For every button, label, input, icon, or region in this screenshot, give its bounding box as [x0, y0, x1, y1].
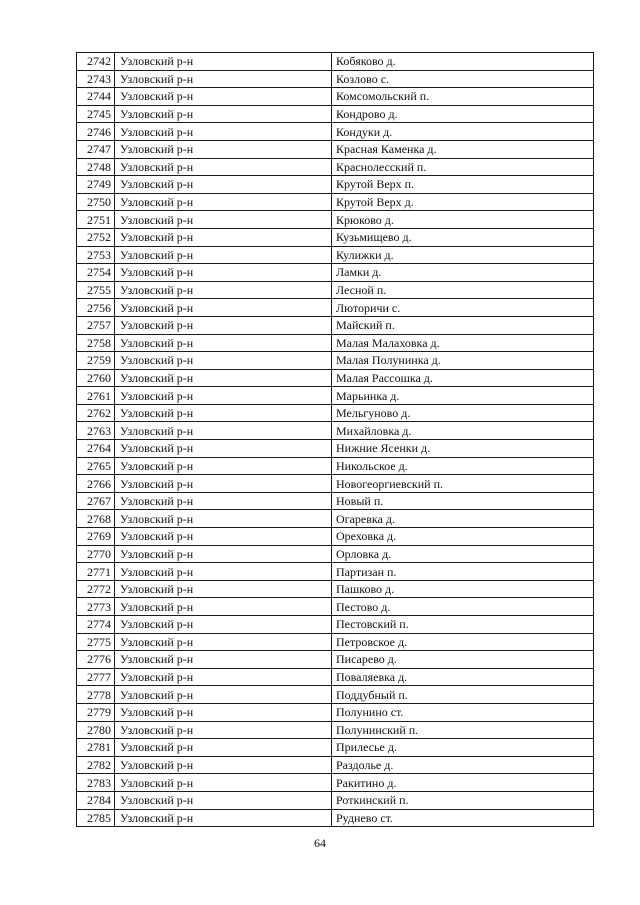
table-row [77, 475, 594, 493]
district-cell: Узловский р-н [115, 528, 332, 546]
row-number-cell: 2773 [77, 598, 115, 616]
locality-cell: Писарево д. [332, 651, 594, 669]
row-number-cell: 2742 [77, 53, 115, 71]
locality-table-body [77, 53, 594, 827]
district-cell: Узловский р-н [115, 563, 332, 581]
page-number: 64 [314, 836, 326, 850]
row-number-cell: 2754 [77, 264, 115, 282]
locality-cell: Лесной п. [332, 281, 594, 299]
locality-cell: Партизан п. [332, 563, 594, 581]
district-cell: Узловский р-н [115, 176, 332, 194]
table-row [77, 246, 594, 264]
row-number-cell: 2771 [77, 563, 115, 581]
locality-cell: Руднево ст. [332, 809, 594, 827]
table-row [77, 422, 594, 440]
row-number-cell: 2750 [77, 193, 115, 211]
locality-cell: Майский п. [332, 316, 594, 334]
district-cell: Узловский р-н [115, 123, 332, 141]
district-cell: Узловский р-н [115, 299, 332, 317]
table-row [77, 651, 594, 669]
table-row [77, 580, 594, 598]
locality-cell: Ламки д. [332, 264, 594, 282]
locality-cell: Пашково д. [332, 580, 594, 598]
row-number-cell: 2758 [77, 334, 115, 352]
district-cell: Узловский р-н [115, 721, 332, 739]
district-cell: Узловский р-н [115, 422, 332, 440]
table-row [77, 492, 594, 510]
table-row [77, 457, 594, 475]
locality-cell: Ракитино д. [332, 774, 594, 792]
locality-cell: Раздолье д. [332, 756, 594, 774]
table-row [77, 369, 594, 387]
table-row [77, 228, 594, 246]
locality-cell: Комсомольский п. [332, 88, 594, 106]
table-row [77, 440, 594, 458]
table-row [77, 616, 594, 634]
row-number-cell: 2774 [77, 616, 115, 634]
district-cell: Узловский р-н [115, 668, 332, 686]
district-cell: Узловский р-н [115, 791, 332, 809]
row-number-cell: 2765 [77, 457, 115, 475]
row-number-cell: 2756 [77, 299, 115, 317]
district-cell: Узловский р-н [115, 70, 332, 88]
district-cell: Узловский р-н [115, 686, 332, 704]
table-row [77, 598, 594, 616]
row-number-cell: 2769 [77, 528, 115, 546]
table-row [77, 123, 594, 141]
row-number-cell: 2775 [77, 633, 115, 651]
locality-cell: Нижние Ясенки д. [332, 440, 594, 458]
table-row [77, 211, 594, 229]
row-number-cell: 2757 [77, 316, 115, 334]
district-cell: Узловский р-н [115, 703, 332, 721]
district-cell: Узловский р-н [115, 105, 332, 123]
locality-cell: Мельгуново д. [332, 404, 594, 422]
locality-cell: Петровское д. [332, 633, 594, 651]
table-row [77, 668, 594, 686]
row-number-cell: 2778 [77, 686, 115, 704]
table-row [77, 70, 594, 88]
locality-cell: Малая Малаховка д. [332, 334, 594, 352]
table-row [77, 545, 594, 563]
locality-cell: Никольское д. [332, 457, 594, 475]
row-number-cell: 2781 [77, 739, 115, 757]
locality-cell: Михайловка д. [332, 422, 594, 440]
row-number-cell: 2763 [77, 422, 115, 440]
table-row [77, 510, 594, 528]
table-row [77, 264, 594, 282]
district-cell: Узловский р-н [115, 228, 332, 246]
row-number-cell: 2751 [77, 211, 115, 229]
locality-cell: Козлово с. [332, 70, 594, 88]
district-cell: Узловский р-н [115, 457, 332, 475]
locality-cell: Кулижки д. [332, 246, 594, 264]
row-number-cell: 2777 [77, 668, 115, 686]
table-row [77, 528, 594, 546]
table-row [77, 774, 594, 792]
locality-cell: Полунинский п. [332, 721, 594, 739]
district-cell: Узловский р-н [115, 140, 332, 158]
row-number-cell: 2782 [77, 756, 115, 774]
district-cell: Узловский р-н [115, 211, 332, 229]
table-row [77, 140, 594, 158]
table-row [77, 176, 594, 194]
district-cell: Узловский р-н [115, 598, 332, 616]
row-number-cell: 2743 [77, 70, 115, 88]
row-number-cell: 2752 [77, 228, 115, 246]
locality-cell: Люторичи с. [332, 299, 594, 317]
district-cell: Узловский р-н [115, 756, 332, 774]
district-cell: Узловский р-н [115, 440, 332, 458]
table-row [77, 809, 594, 827]
row-number-cell: 2759 [77, 352, 115, 370]
table-row [77, 316, 594, 334]
table-row [77, 334, 594, 352]
row-number-cell: 2776 [77, 651, 115, 669]
locality-cell: Поваляевка д. [332, 668, 594, 686]
row-number-cell: 2745 [77, 105, 115, 123]
district-cell: Узловский р-н [115, 739, 332, 757]
locality-cell: Пестово д. [332, 598, 594, 616]
locality-cell: Ореховка д. [332, 528, 594, 546]
locality-cell: Пестовский п. [332, 616, 594, 634]
district-cell: Узловский р-н [115, 158, 332, 176]
district-cell: Узловский р-н [115, 264, 332, 282]
district-cell: Узловский р-н [115, 492, 332, 510]
row-number-cell: 2748 [77, 158, 115, 176]
table-row [77, 53, 594, 71]
table-row [77, 105, 594, 123]
district-cell: Узловский р-н [115, 246, 332, 264]
row-number-cell: 2746 [77, 123, 115, 141]
district-cell: Узловский р-н [115, 545, 332, 563]
row-number-cell: 2772 [77, 580, 115, 598]
row-number-cell: 2783 [77, 774, 115, 792]
row-number-cell: 2749 [77, 176, 115, 194]
table-row [77, 404, 594, 422]
row-number-cell: 2784 [77, 791, 115, 809]
district-cell: Узловский р-н [115, 88, 332, 106]
district-cell: Узловский р-н [115, 387, 332, 405]
row-number-cell: 2780 [77, 721, 115, 739]
locality-cell: Крюково д. [332, 211, 594, 229]
district-cell: Узловский р-н [115, 580, 332, 598]
table-row [77, 563, 594, 581]
table-row [77, 739, 594, 757]
table-row [77, 281, 594, 299]
locality-table [76, 52, 594, 827]
table-row [77, 703, 594, 721]
row-number-cell: 2747 [77, 140, 115, 158]
locality-cell: Полунино ст. [332, 703, 594, 721]
row-number-cell: 2768 [77, 510, 115, 528]
locality-cell: Крутой Верх д. [332, 193, 594, 211]
table-row [77, 299, 594, 317]
locality-cell: Кондуки д. [332, 123, 594, 141]
table-row [77, 88, 594, 106]
row-number-cell: 2744 [77, 88, 115, 106]
locality-cell: Орловка д. [332, 545, 594, 563]
row-number-cell: 2766 [77, 475, 115, 493]
table-row [77, 387, 594, 405]
locality-cell: Роткинский п. [332, 791, 594, 809]
locality-cell: Кузьмищево д. [332, 228, 594, 246]
locality-cell: Марьинка д. [332, 387, 594, 405]
table-row [77, 352, 594, 370]
district-cell: Узловский р-н [115, 369, 332, 387]
row-number-cell: 2762 [77, 404, 115, 422]
row-number-cell: 2753 [77, 246, 115, 264]
row-number-cell: 2779 [77, 703, 115, 721]
locality-cell: Кондрово д. [332, 105, 594, 123]
district-cell: Узловский р-н [115, 510, 332, 528]
district-cell: Узловский р-н [115, 651, 332, 669]
locality-cell: Прилесье д. [332, 739, 594, 757]
table-row [77, 193, 594, 211]
district-cell: Узловский р-н [115, 809, 332, 827]
locality-cell: Новый п. [332, 492, 594, 510]
row-number-cell: 2770 [77, 545, 115, 563]
district-cell: Узловский р-н [115, 352, 332, 370]
table-row [77, 686, 594, 704]
table-row [77, 633, 594, 651]
locality-cell: Краснолесский п. [332, 158, 594, 176]
table-row [77, 721, 594, 739]
locality-cell: Малая Полунинка д. [332, 352, 594, 370]
row-number-cell: 2785 [77, 809, 115, 827]
locality-cell: Поддубный п. [332, 686, 594, 704]
district-cell: Узловский р-н [115, 53, 332, 71]
row-number-cell: 2761 [77, 387, 115, 405]
row-number-cell: 2760 [77, 369, 115, 387]
district-cell: Узловский р-н [115, 404, 332, 422]
locality-cell: Огаревка д. [332, 510, 594, 528]
table-row [77, 791, 594, 809]
locality-cell: Красная Каменка д. [332, 140, 594, 158]
locality-cell: Кобяково д. [332, 53, 594, 71]
district-cell: Узловский р-н [115, 334, 332, 352]
district-cell: Узловский р-н [115, 475, 332, 493]
row-number-cell: 2767 [77, 492, 115, 510]
district-cell: Узловский р-н [115, 633, 332, 651]
district-cell: Узловский р-н [115, 774, 332, 792]
table-row [77, 158, 594, 176]
district-cell: Узловский р-н [115, 316, 332, 334]
district-cell: Узловский р-н [115, 193, 332, 211]
district-cell: Узловский р-н [115, 616, 332, 634]
locality-cell: Крутой Верх п. [332, 176, 594, 194]
locality-cell: Новогеоргиевский п. [332, 475, 594, 493]
district-cell: Узловский р-н [115, 281, 332, 299]
row-number-cell: 2764 [77, 440, 115, 458]
locality-cell: Малая Рассошка д. [332, 369, 594, 387]
row-number-cell: 2755 [77, 281, 115, 299]
table-row [77, 756, 594, 774]
